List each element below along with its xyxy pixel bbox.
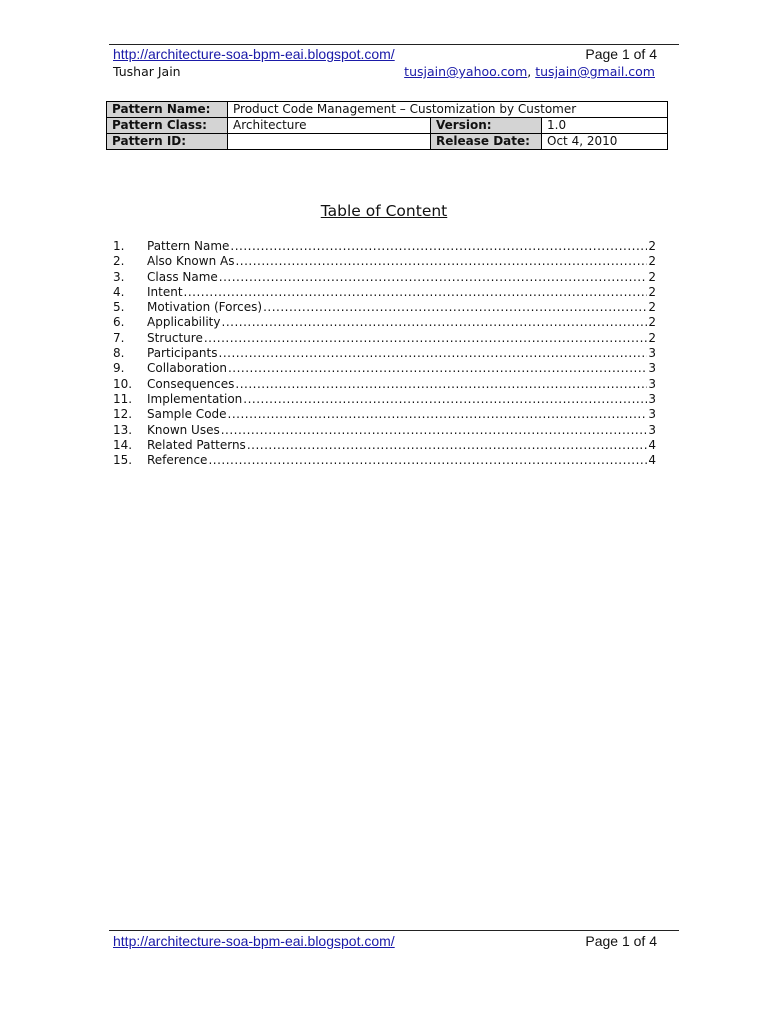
toc-leader-dots [208,453,647,468]
toc-leader-dots [228,361,647,376]
toc-leader-dots [204,331,648,346]
pattern-class-label: Pattern Class: [107,118,228,134]
table-row [107,118,668,134]
toc-leader-dots [222,315,648,330]
header-emails [404,64,655,79]
toc-item[interactable] [113,361,656,376]
toc-item[interactable] [113,407,656,422]
toc-item-number: 4. [113,284,125,299]
toc-leader-dots [243,392,647,407]
toc-item-number: 15. [113,453,133,468]
toc-item-number: 7. [113,330,125,345]
email-link-yahoo[interactable]: tusjain@yahoo.com [404,64,528,79]
header-author: Tushar Jain [113,64,181,79]
toc-item-page: 4 [648,453,656,468]
toc-item-title: Pattern Name [147,239,230,253]
toc-item[interactable] [113,346,656,361]
toc-item-number: 6. [113,315,125,330]
toc-item[interactable] [113,285,656,300]
release-date-label: Release Date: [431,134,542,150]
toc-leader-dots [235,377,647,392]
toc-item-number: 14. [113,437,133,452]
page-footer [109,930,679,951]
pattern-info-table [106,101,668,150]
toc-item-number: 2. [113,254,125,269]
toc-item-title: Applicability [147,315,221,330]
toc-item-page: 2 [648,284,656,299]
toc-item-page: 2 [648,254,656,269]
toc-item-number: 11. [113,391,133,406]
toc-title: Table of Content [320,202,448,220]
toc-leader-dots [184,285,648,300]
toc-item-title: Consequences [147,376,235,391]
toc-item-page: 3 [648,391,656,406]
toc-item-page: 3 [648,422,656,437]
toc-item-title: Related Patterns [147,437,246,452]
toc-item-title: Known Uses [147,422,220,437]
toc-item-number: 8. [113,346,125,361]
toc-item-number: 5. [113,300,125,315]
table-of-contents [113,239,656,468]
toc-leader-dots [221,423,648,438]
toc-item[interactable] [113,392,656,407]
toc-item-title: Implementation [147,391,243,406]
footer-blog-link[interactable]: http://architecture-soa-bpm-eai.blogspot.com/ [113,933,395,949]
release-date-value: Oct 4, 2010 [542,134,668,150]
toc-leader-dots [235,254,647,269]
toc-item-title: Class Name [147,269,218,284]
page-header [109,44,679,79]
toc-item[interactable] [113,254,656,269]
email-separator: , [527,64,532,79]
toc-item-title: Participants [147,346,218,361]
toc-item-page: 4 [648,437,656,452]
pattern-name-label: Pattern Name: [107,102,228,118]
toc-leader-dots [263,300,647,315]
toc-item-page: 3 [648,407,656,422]
version-label: Version: [431,118,542,134]
toc-item[interactable] [113,453,656,468]
toc-item-page: 2 [648,300,656,315]
toc-item-page: 2 [648,315,656,330]
toc-item[interactable] [113,315,656,330]
toc-item[interactable] [113,423,656,438]
toc-item-title: Reference [147,453,208,468]
toc-item[interactable] [113,377,656,392]
toc-item-title: Collaboration [147,361,227,376]
table-row [107,102,668,118]
toc-item[interactable] [113,239,656,254]
footer-page-number: Page 1 of 4 [585,933,657,949]
toc-leader-dots [219,270,648,285]
toc-item-number: 9. [113,361,125,376]
toc-item-page: 3 [648,376,656,391]
toc-item-page: 2 [648,269,656,284]
pattern-name-value: Product Code Management – Customization by Customer [228,102,668,118]
toc-item-number: 1. [113,239,125,253]
pattern-id-value [228,134,431,150]
toc-item-page: 2 [648,330,656,345]
header-page-number: Page 1 of 4 [585,46,657,62]
toc-leader-dots [219,346,648,361]
toc-item-title: Sample Code [147,407,227,422]
version-value: 1.0 [542,118,668,134]
toc-item[interactable] [113,300,656,315]
table-row [107,134,668,150]
toc-item-title: Structure [147,330,203,345]
header-blog-link[interactable]: http://architecture-soa-bpm-eai.blogspot.com/ [113,46,395,62]
toc-item-number: 3. [113,269,125,284]
toc-leader-dots [228,407,648,422]
toc-item-title: Intent [147,284,183,299]
toc-item-page: 3 [648,346,656,361]
pattern-class-value: Architecture [228,118,431,134]
toc-item[interactable] [113,331,656,346]
email-link-gmail[interactable]: tusjain@gmail.com [535,64,655,79]
toc-item[interactable] [113,438,656,453]
toc-item-number: 13. [113,422,133,437]
pattern-id-label: Pattern ID: [107,134,228,150]
toc-item[interactable] [113,270,656,285]
toc-leader-dots [247,438,648,453]
toc-item-number: 12. [113,407,133,422]
toc-item-title: Also Known As [147,254,235,269]
toc-item-title: Motivation (Forces) [147,300,263,315]
toc-leader-dots [230,239,647,254]
toc-item-page: 3 [648,361,656,376]
toc-item-number: 10. [113,376,133,391]
toc-item-page: 2 [648,239,656,253]
